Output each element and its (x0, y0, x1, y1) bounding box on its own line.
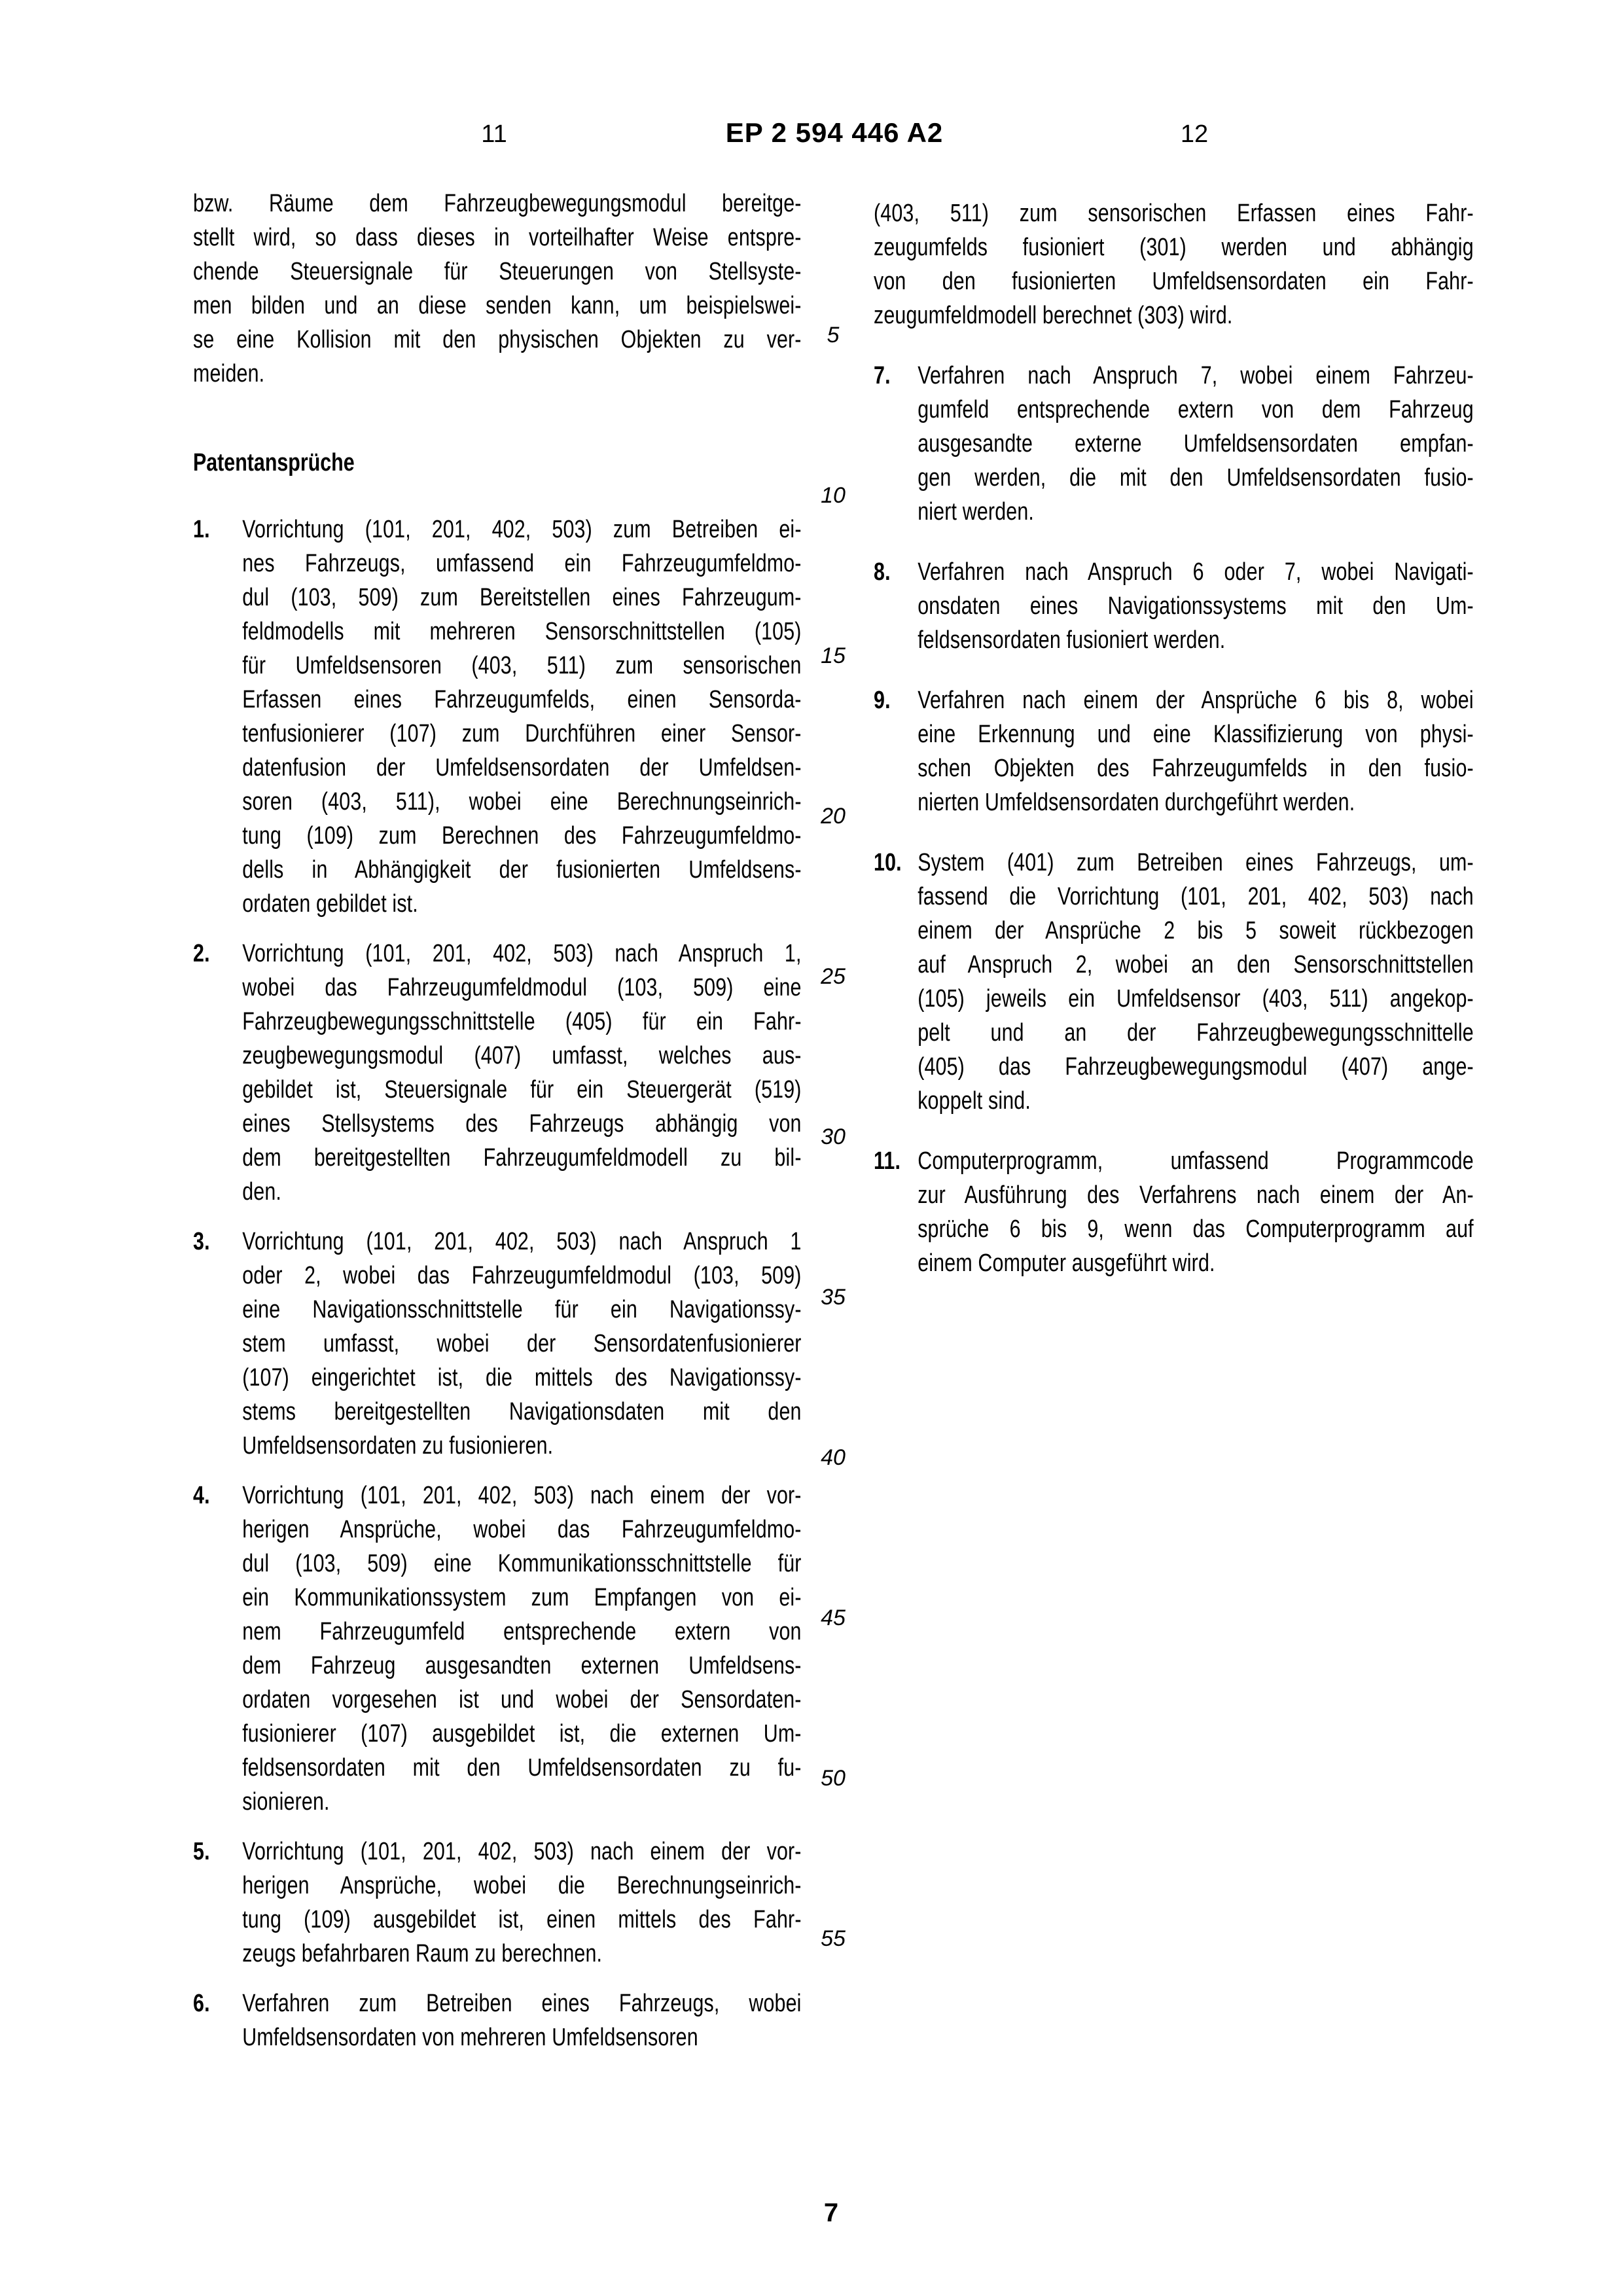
text-line: tenfusionierer (107) zum Durchführen einer Sensor- (242, 720, 802, 747)
claim-text (918, 359, 1474, 529)
text-line: stems bereitgestellten Navigationsdaten mit den (242, 1398, 802, 1426)
text-line: soren (403, 511), wobei eine Berechnungseinrich- (242, 788, 802, 816)
left-text-column (193, 187, 802, 2054)
claim-number: 8. (874, 558, 891, 586)
text-line: fusionierer (107) ausgebildet ist, die externen Um- (242, 1720, 802, 1748)
claim-text (918, 683, 1474, 819)
text-line: bzw. Räume dem Fahrzeugbewegungsmodul bereitge- (193, 190, 802, 217)
claim-item (193, 1225, 802, 1463)
text-line: Vorrichtung (101, 201, 402, 503) nach einem der vor- (242, 1482, 802, 1509)
claim-item (193, 1479, 802, 1819)
text-line: feldmodells mit mehreren Sensorschnittstellen (105) (242, 618, 802, 645)
text-line: Verfahren zum Betreiben eines Fahrzeugs, wobei (242, 1990, 802, 2017)
text-line: nierten Umfeldsensordaten durchgeführt werden. (918, 789, 1355, 816)
claim-item (874, 1144, 1474, 1280)
text-line: stellt wird, so dass dieses in vorteilhafter Weise entspre- (193, 224, 802, 251)
text-line: von den fusionierten Umfeldsensordaten ein Fahr- (874, 268, 1474, 295)
text-line: Verfahren nach Anspruch 6 oder 7, wobei Navigati- (918, 558, 1474, 586)
claim-item (193, 937, 802, 1209)
claim-number: 10. (874, 849, 902, 876)
claim-text (918, 846, 1474, 1118)
claim-text (918, 1144, 1474, 1280)
text-line: Verfahren nach Anspruch 7, wobei einem Fahrzeu- (918, 362, 1474, 389)
text-line: zeugumfeldmodell berechnet (303) wird. (874, 302, 1233, 329)
text-line: koppelt sind. (918, 1087, 1031, 1115)
footer-page-number: 7 (823, 2198, 839, 2227)
text-line: feldsensordaten mit den Umfeldsensordaten zu fu- (242, 1754, 802, 1782)
text-line: schen Objekten des Fahrzeugumfelds in den fusio- (918, 755, 1474, 782)
claim-text (242, 1225, 801, 1463)
text-line: (107) eingerichtet ist, die mittels des Navigationssy- (242, 1364, 802, 1391)
text-line: Vorrichtung (101, 201, 402, 503) nach Anspruch 1 (242, 1228, 802, 1255)
text-line: Computerprogramm, umfassend Programmcode (918, 1147, 1474, 1175)
text-line: dul (103, 509) zum Bereitstellen eines Fahrzeugum- (242, 584, 802, 611)
text-line: dem bereitgestellten Fahrzeugumfeldmodell zu bil- (242, 1144, 802, 1172)
claim-text (242, 1835, 801, 1971)
header-left-column-page-number: 11 (481, 120, 507, 148)
claim-number: 9. (874, 687, 891, 714)
claim-item (193, 512, 802, 921)
right-text-column (874, 196, 1474, 1280)
claim-text (918, 555, 1474, 657)
claim-number: 5. (193, 1838, 210, 1865)
claim-item (874, 846, 1474, 1118)
text-line: einem Computer ausgeführt wird. (918, 1249, 1215, 1277)
claim-text (242, 1479, 801, 1819)
text-line: auf Anspruch 2, wobei an den Sensorschnittstellen (918, 951, 1474, 978)
text-line: men bilden und an diese senden kann, um beispielswei- (193, 292, 802, 319)
text-line: Vorrichtung (101, 201, 402, 503) zum Betreiben ei- (242, 516, 802, 543)
text-line: eines Stellsystems des Fahrzeugs abhängig von (242, 1110, 802, 1138)
claim-6-continuation-paragraph (874, 196, 1474, 332)
text-line: fassend die Vorrichtung (101, 201, 402, 503) nach (918, 883, 1474, 910)
claim-number: 2. (193, 940, 210, 967)
claims-section-heading: Patentansprüche (193, 449, 355, 476)
text-line: ordaten gebildet ist. (242, 890, 418, 918)
text-line: eine Navigationsschnittstelle für ein Navigationssy- (242, 1296, 802, 1323)
text-line: eine Erkennung und eine Klassifizierung von physi- (918, 721, 1474, 748)
header-publication-number: EP 2 594 446 A2 (725, 117, 944, 148)
claims-list-right (874, 359, 1474, 1280)
text-line: ein Kommunikationssystem zum Empfangen von ei- (242, 1584, 802, 1611)
text-line: se eine Kollision mit den physischen Objekten zu ver- (193, 326, 802, 353)
claims-list-left (193, 512, 802, 2054)
text-line: herigen Ansprüche, wobei die Berechnungseinrich- (242, 1872, 802, 1899)
text-line: gen werden, die mit den Umfeldsensordaten fusio- (918, 464, 1474, 492)
text-line: den. (242, 1178, 282, 1206)
text-line: für Umfeldsensoren (403, 511) zum sensorischen (242, 652, 802, 679)
margin-line-number: 30 (821, 1124, 846, 1149)
text-line: gebildet ist, Steuersignale für ein Steuergerät (519) (242, 1076, 802, 1103)
text-line: einem der Ansprüche 2 bis 5 soweit rückbezogen (918, 917, 1474, 944)
text-line: sionieren. (242, 1788, 330, 1816)
header-right-column-page-number: 12 (1180, 120, 1209, 148)
text-line: Erfassen eines Fahrzeugumfelds, einen Sensorda- (242, 686, 802, 713)
text-line: ordaten vorgesehen ist und wobei der Sensordaten- (242, 1686, 802, 1713)
text-line: chende Steuersignale für Steuerungen von Stellsyste- (193, 258, 802, 285)
margin-line-number: 35 (821, 1285, 846, 1310)
claim-number: 4. (193, 1482, 210, 1509)
claim-number: 7. (874, 362, 891, 389)
text-line: wobei das Fahrzeugumfeldmodul (103, 509) eine (242, 974, 802, 1001)
margin-line-number: 40 (821, 1445, 846, 1470)
text-line: datenfusion der Umfeldsensordaten der Umfeldsen- (242, 754, 802, 781)
claim-item (874, 555, 1474, 657)
margin-line-number: 55 (821, 1926, 846, 1951)
text-line: zeugbewegungsmodul (407) umfasst, welches aus- (242, 1042, 802, 1069)
text-line: Verfahren nach einem der Ansprüche 6 bis 8, wobei (918, 687, 1474, 714)
text-line: feldsensordaten fusioniert werden. (918, 626, 1226, 654)
claim-text (242, 937, 801, 1209)
text-line: tung (109) zum Berechnen des Fahrzeugumfeldmo- (242, 822, 802, 850)
text-line: zeugs befahrbaren Raum zu berechnen. (242, 1940, 603, 1967)
claim-item (193, 1835, 802, 1971)
claim-item (874, 683, 1474, 819)
margin-line-number: 50 (821, 1766, 846, 1791)
margin-line-number: 20 (821, 804, 846, 829)
description-continuation-paragraph (193, 187, 802, 391)
text-line: nem Fahrzeugumfeld entsprechende extern von (242, 1618, 802, 1645)
text-line: onsdaten eines Navigationssystems mit den Um- (918, 592, 1474, 620)
margin-line-number: 45 (821, 1605, 846, 1630)
text-line: Vorrichtung (101, 201, 402, 503) nach einem der vor- (242, 1838, 802, 1865)
text-line: tung (109) ausgebildet ist, einen mittels des Fahr- (242, 1906, 802, 1933)
text-line: oder 2, wobei das Fahrzeugumfeldmodul (103, 509) (242, 1262, 802, 1289)
text-line: zur Ausführung des Verfahrens nach einem der An- (918, 1181, 1474, 1209)
claim-number: 6. (193, 1990, 210, 2017)
left-column-content (193, 187, 802, 2054)
text-line: gumfeld entsprechende extern von dem Fahrzeug (918, 396, 1474, 423)
text-line: stem umfasst, wobei der Sensordatenfusionierer (242, 1330, 802, 1357)
text-line: zeugumfelds fusioniert (301) werden und abhängig (874, 234, 1474, 261)
margin-line-number: 25 (821, 964, 846, 989)
text-line: (403, 511) zum sensorischen Erfassen eines Fahr- (874, 200, 1474, 227)
right-column-content (874, 196, 1474, 1280)
text-line: Umfeldsensordaten von mehreren Umfeldsensoren (242, 2024, 698, 2051)
claim-number: 11. (874, 1147, 901, 1175)
text-line: dells in Abhängigkeit der fusionierten Umfeldsens- (242, 856, 802, 884)
text-line: sprüche 6 bis 9, wenn das Computerprogramm auf (918, 1215, 1474, 1243)
text-line: Vorrichtung (101, 201, 402, 503) nach Anspruch 1, (242, 940, 802, 967)
text-line: dem Fahrzeug ausgesandten externen Umfeldsens- (242, 1652, 802, 1679)
claim-item (874, 359, 1474, 529)
text-line: Umfeldsensordaten zu fusionieren. (242, 1432, 554, 1460)
text-line: pelt und an der Fahrzeugbewegungsschnittelle (918, 1019, 1474, 1047)
text-line: (105) jeweils ein Umfeldsensor (403, 511) angekop- (918, 985, 1474, 1013)
text-line: Fahrzeugbewegungsschnittstelle (405) für ein Fahr- (242, 1008, 802, 1035)
text-line: System (401) zum Betreiben eines Fahrzeugs, um- (918, 849, 1474, 876)
claim-text (242, 1986, 801, 2054)
claim-text (242, 512, 801, 921)
text-line: herigen Ansprüche, wobei das Fahrzeugumfeldmo- (242, 1516, 802, 1543)
margin-line-number: 15 (821, 643, 846, 668)
text-line: (405) das Fahrzeugbewegungsmodul (407) ange- (918, 1053, 1474, 1081)
margin-line-number: 10 (821, 483, 846, 508)
text-line: ausgesandte externe Umfeldsensordaten empfan- (918, 430, 1474, 457)
text-line: nes Fahrzeugs, umfassend ein Fahrzeugumfeldmo- (242, 550, 802, 577)
text-line: meiden. (193, 360, 265, 387)
text-line: niert werden. (918, 498, 1035, 526)
claim-number: 3. (193, 1228, 210, 1255)
margin-line-number: 5 (827, 323, 840, 348)
claim-number: 1. (193, 516, 210, 543)
text-line: dul (103, 509) eine Kommunikationsschnittstelle für (242, 1550, 802, 1577)
claim-item (193, 1986, 802, 2054)
